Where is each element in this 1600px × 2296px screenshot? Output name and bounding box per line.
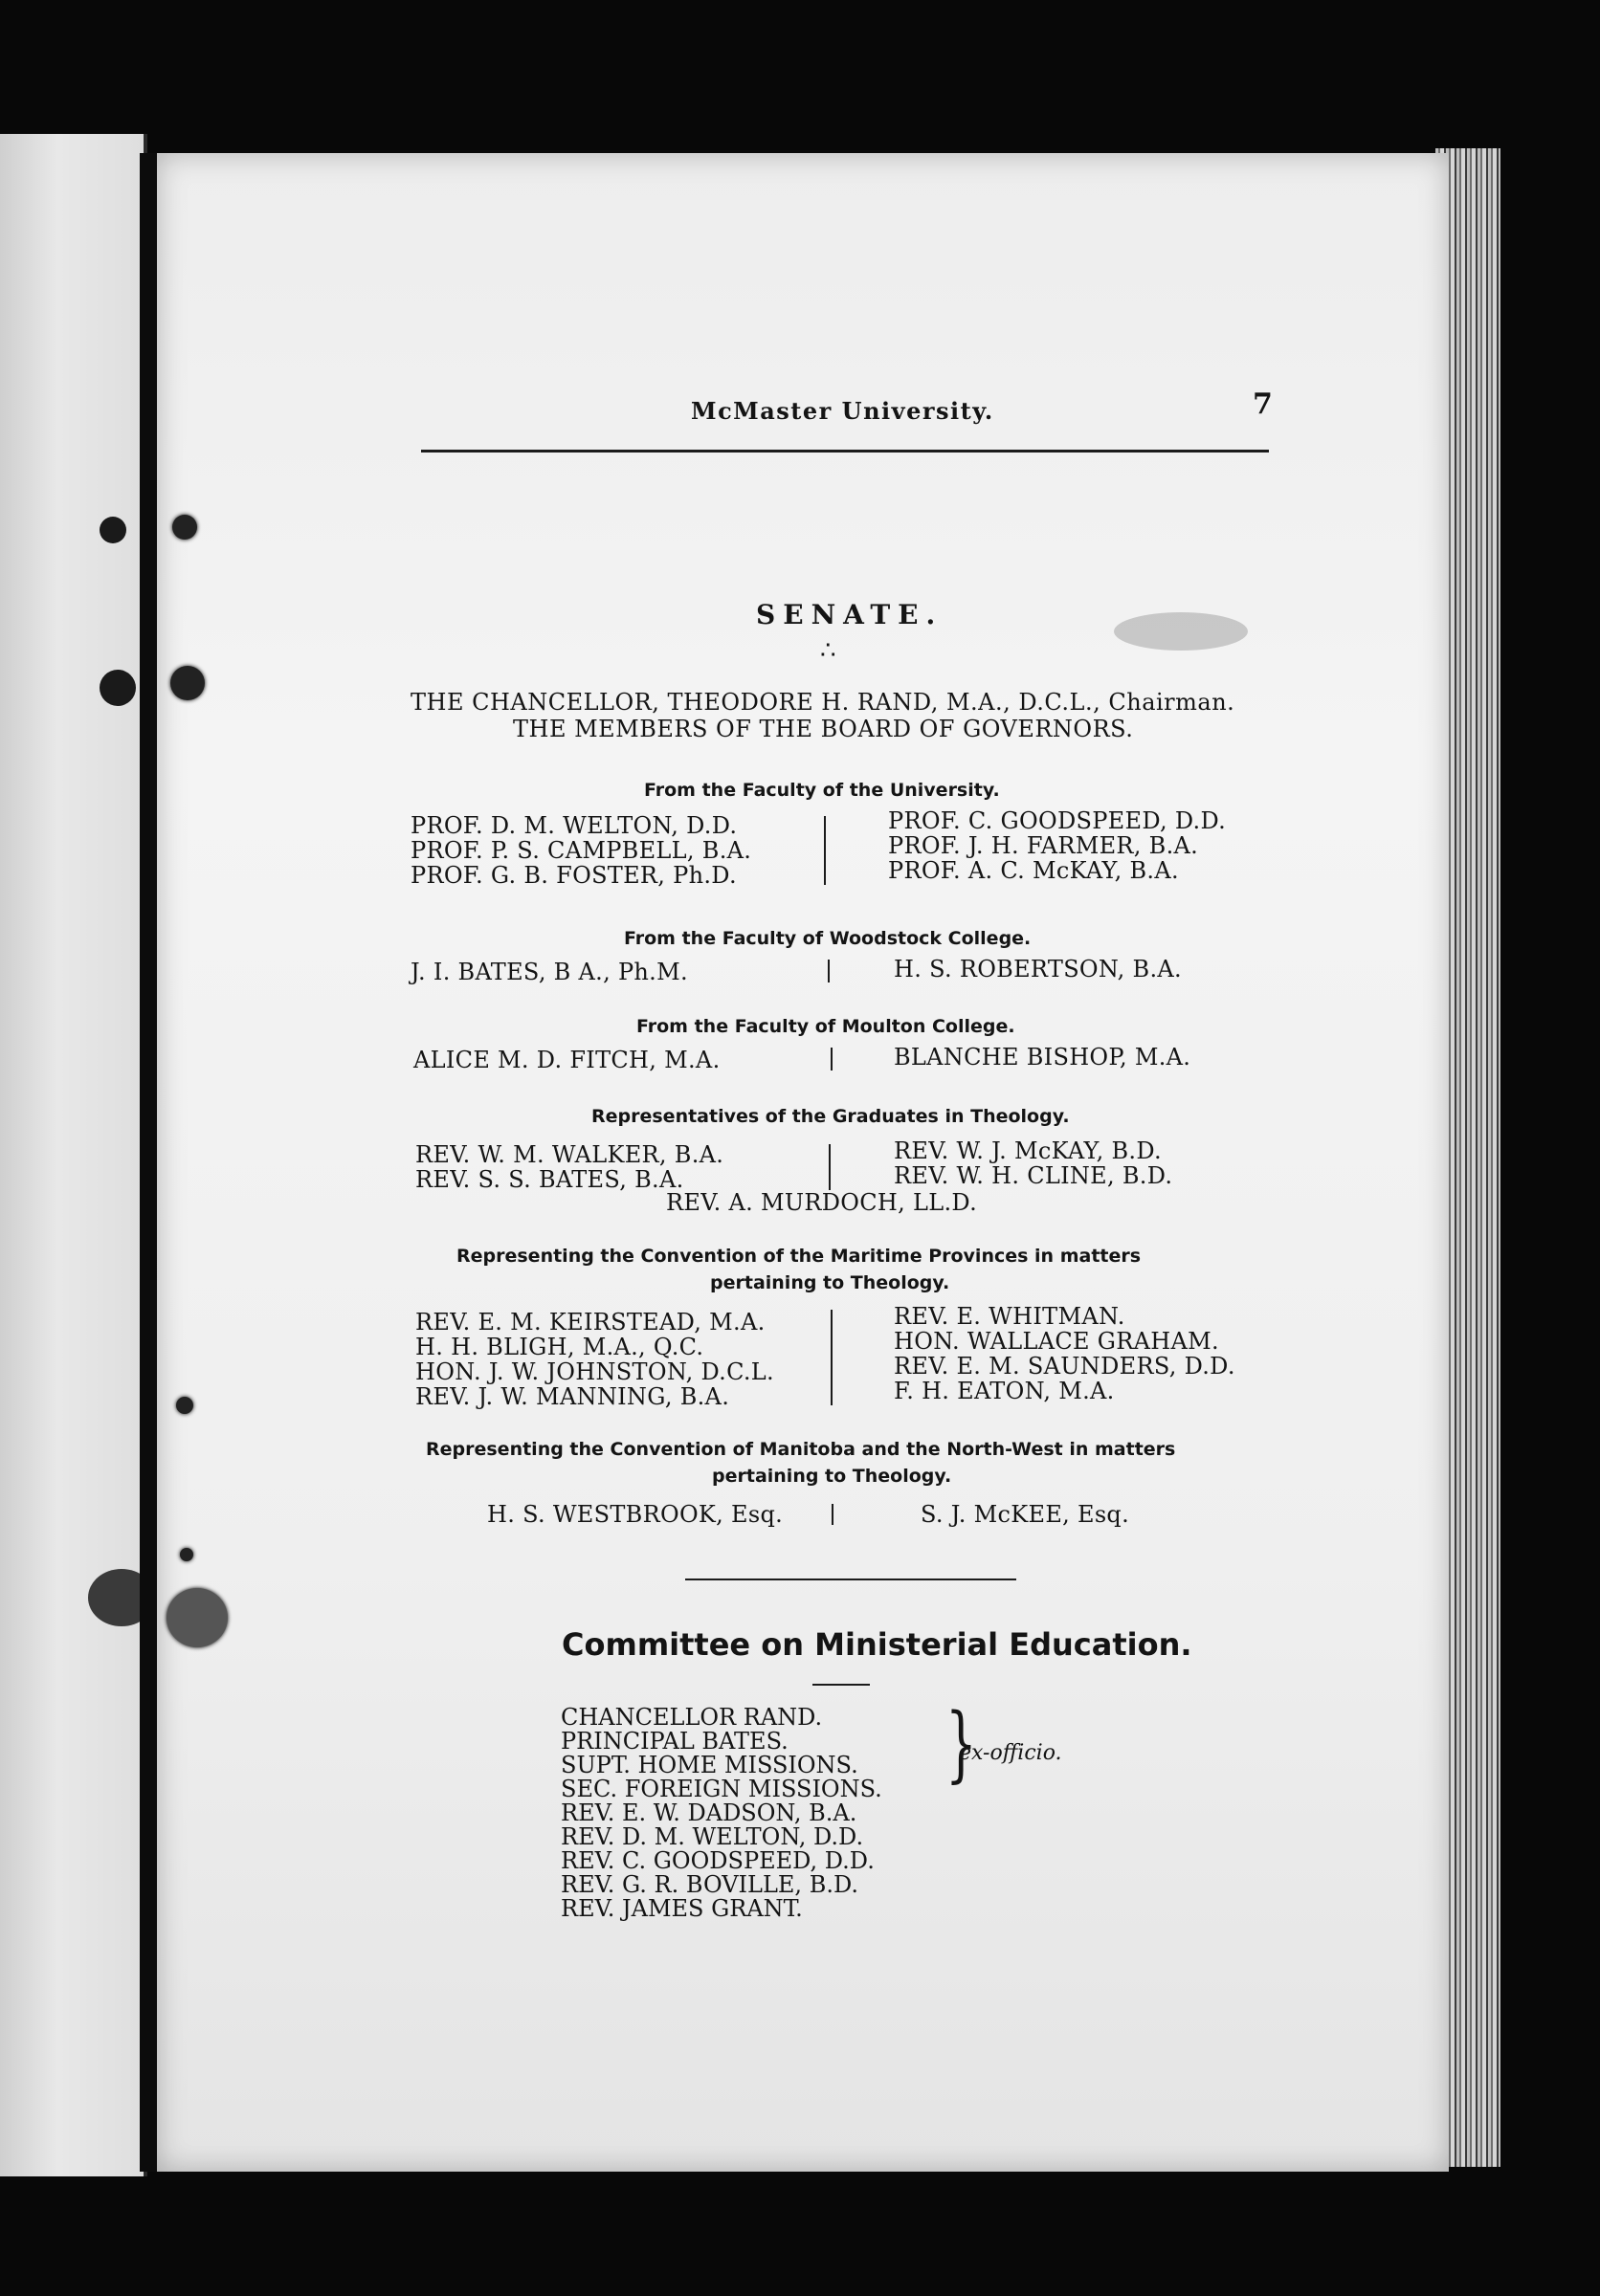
binding-hole xyxy=(172,515,197,540)
senate-member: S. J. McKEE, Esq. xyxy=(921,1501,1130,1528)
senate-member: REV. E. WHITMAN. xyxy=(894,1303,1125,1330)
committee-member: REV. JAMES GRANT. xyxy=(561,1895,803,1922)
section-heading: From the Faculty of the University. xyxy=(644,780,1000,801)
binding-hole xyxy=(176,1397,193,1414)
senate-member: F. H. EATON, M.A. xyxy=(894,1378,1115,1404)
page-number: 7 xyxy=(1253,387,1273,421)
book-gutter xyxy=(140,153,157,2172)
section-heading: Representatives of the Graduates in Theology. xyxy=(591,1106,1070,1127)
column-divider xyxy=(828,960,830,982)
senate-member: HON. WALLACE GRAHAM. xyxy=(894,1328,1219,1355)
committee-member: REV. G. R. BOVILLE, B.D. xyxy=(561,1871,858,1898)
column-divider xyxy=(824,816,826,885)
committee-member: REV. C. GOODSPEED, D.D. xyxy=(561,1847,875,1874)
ink-smudge xyxy=(1114,612,1248,651)
senate-member: BLANCHE BISHOP, M.A. xyxy=(894,1044,1191,1071)
section-heading: pertaining to Theology. xyxy=(712,1466,952,1487)
section-rule xyxy=(685,1578,1016,1580)
column-divider xyxy=(832,1504,833,1525)
column-divider xyxy=(831,1048,833,1071)
senate-member: PROF. C. GOODSPEED, D.D. xyxy=(888,807,1227,834)
senate-member: PROF. P. S. CAMPBELL, B.A. xyxy=(411,837,752,864)
committee-member: SUPT. HOME MISSIONS. xyxy=(561,1752,858,1778)
committee-member: REV. D. M. WELTON, D.D. xyxy=(561,1823,864,1850)
senate-member: H. S. ROBERTSON, B.A. xyxy=(894,956,1182,982)
section-heading: pertaining to Theology. xyxy=(710,1272,950,1293)
section-heading: From the Faculty of Moulton College. xyxy=(636,1016,1015,1037)
senate-member: REV. E. M. KEIRSTEAD, M.A. xyxy=(415,1309,766,1336)
senate-member: REV. J. W. MANNING, B.A. xyxy=(415,1383,730,1410)
section-heading: Representing the Convention of Manitoba and the North-West in matters xyxy=(426,1439,1176,1460)
binding-hole xyxy=(180,1548,193,1561)
senate-member: H. H. BLIGH, M.A., Q.C. xyxy=(415,1334,704,1360)
committee-title-rule xyxy=(812,1684,870,1686)
book-page xyxy=(157,153,1449,2172)
chairman-line: THE CHANCELLOR, THEODORE H. RAND, M.A., D.C.L., Chairman. xyxy=(411,689,1235,716)
senate-member: PROF. G. B. FOSTER, Ph.D. xyxy=(411,862,737,889)
senate-member: PROF. A. C. McKAY, B.A. xyxy=(888,857,1179,884)
column-divider xyxy=(831,1310,833,1405)
ex-officio-note: ex-officio. xyxy=(959,1741,1062,1765)
senate-member: REV. S. S. BATES, B.A. xyxy=(415,1166,684,1193)
senate-title: SENATE. xyxy=(756,599,944,630)
binding-hole xyxy=(170,666,205,700)
committee-member: CHANCELLOR RAND. xyxy=(561,1704,823,1731)
committee-member: SEC. FOREIGN MISSIONS. xyxy=(561,1776,882,1802)
senate-member: REV. W. H. CLINE, B.D. xyxy=(894,1162,1173,1189)
ornament: ∴ xyxy=(820,636,836,665)
senate-member: REV. A. MURDOCH, LL.D. xyxy=(666,1189,978,1216)
column-divider xyxy=(829,1144,831,1190)
senate-member: H. S. WESTBROOK, Esq. xyxy=(487,1501,784,1528)
running-head: McMaster University. xyxy=(691,397,994,425)
senate-member: J. I. BATES, B A., Ph.M. xyxy=(411,959,688,985)
governors-line: THE MEMBERS OF THE BOARD OF GOVERNORS. xyxy=(513,716,1134,742)
header-rule xyxy=(421,450,1269,453)
senate-member: REV. W. J. McKAY, B.D. xyxy=(894,1137,1162,1164)
senate-member: PROF. D. M. WELTON, D.D. xyxy=(411,812,738,839)
senate-member: ALICE M. D. FITCH, M.A. xyxy=(413,1047,721,1073)
section-heading: Representing the Convention of the Maritime Provinces in matters xyxy=(456,1246,1142,1267)
committee-member: REV. E. W. DADSON, B.A. xyxy=(561,1799,857,1826)
binding-hole xyxy=(100,517,126,543)
committee-member: PRINCIPAL BATES. xyxy=(561,1728,789,1755)
previous-page-edge xyxy=(0,134,147,2176)
binding-hole xyxy=(167,1588,228,1647)
committee-title: Committee on Ministerial Education. xyxy=(562,1626,1192,1663)
section-heading: From the Faculty of Woodstock College. xyxy=(624,928,1032,949)
senate-member: REV. W. M. WALKER, B.A. xyxy=(415,1141,724,1168)
senate-member: PROF. J. H. FARMER, B.A. xyxy=(888,832,1199,859)
senate-member: HON. J. W. JOHNSTON, D.C.L. xyxy=(415,1358,774,1385)
senate-member: REV. E. M. SAUNDERS, D.D. xyxy=(894,1353,1235,1380)
binding-hole xyxy=(100,670,136,706)
brace: } xyxy=(944,1696,977,1792)
